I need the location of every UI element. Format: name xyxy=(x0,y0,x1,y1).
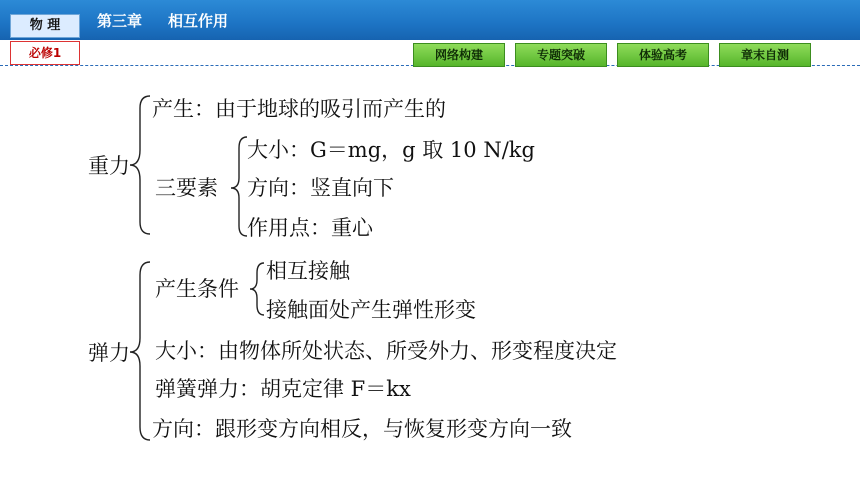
gravity-title: 重力 xyxy=(88,154,130,178)
chapter-title: 相互作用 xyxy=(168,12,229,30)
elastic-condition-deformation: 接触面处产生弹性形变 xyxy=(266,298,476,322)
elastic-direction: 方向：跟形变方向相反，与恢复形变方向一致 xyxy=(152,417,572,441)
gravity-direction: 方向：竖直向下 xyxy=(247,176,394,200)
gravity-magnitude: 大小：G＝mg，g 取 10 N/kg xyxy=(247,138,535,162)
nav-button-exam[interactable]: 体验高考 xyxy=(617,43,709,67)
nav-button-test[interactable]: 章末自测 xyxy=(719,43,811,67)
chapter-number: 第三章 xyxy=(97,12,143,30)
elastic-brace xyxy=(130,262,150,440)
gravity-origin: 产生：由于地球的吸引而产生的 xyxy=(152,97,446,121)
nav-button-topics[interactable]: 专题突破 xyxy=(515,43,607,67)
gravity-brace xyxy=(130,96,150,234)
nav-button-network[interactable]: 网络构建 xyxy=(413,43,505,67)
elastic-conditions-label: 产生条件 xyxy=(155,277,239,301)
subject-label: 物 理 xyxy=(10,14,80,38)
elastic-condition-contact: 相互接触 xyxy=(266,259,350,283)
book-label: 必修1 xyxy=(10,41,80,65)
gravity-point: 作用点：重心 xyxy=(247,216,373,240)
three-elements-label: 三要素 xyxy=(155,176,218,200)
conditions-brace xyxy=(250,263,264,315)
elastic-magnitude: 大小：由物体所处状态、所受外力、形变程度决定 xyxy=(155,339,617,363)
elastic-spring: 弹簧弹力：胡克定律 F＝kx xyxy=(155,377,411,401)
elements-brace xyxy=(231,137,247,236)
elastic-title: 弹力 xyxy=(88,341,130,365)
